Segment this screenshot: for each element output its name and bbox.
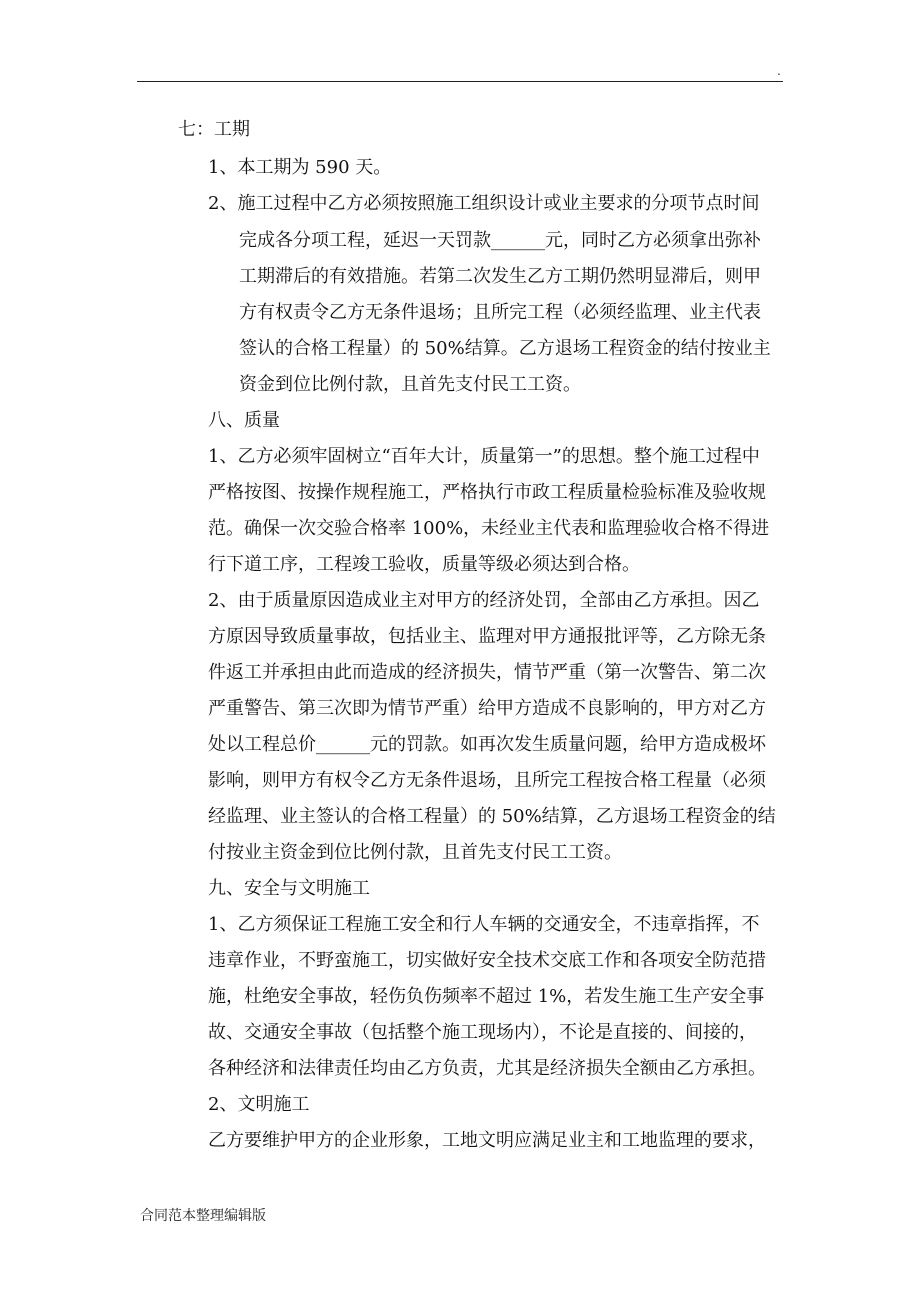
- header-rule: [137, 81, 783, 82]
- text-line: 各种经济和法律责任均由乙方负责，尤其是经济损失全额由乙方承担。: [208, 1058, 766, 1079]
- text-line: 完成各分项工程，延迟一天罚款______元，同时乙方必须拿出弥补: [239, 230, 761, 251]
- text-line: 1、本工期为 590 天。: [208, 157, 392, 178]
- text-line: 严重警告、第三次即为情节严重）给甲方造成不良影响的，甲方对乙方: [208, 698, 766, 719]
- header-mark: .: [777, 64, 781, 78]
- text-line: 签认的合格工程量）的 50%结算。乙方退场工程资金的结付按业主: [239, 338, 771, 359]
- text-line: 故、交通安全事故（包括整个施工现场内），不论是直接的、间接的，: [208, 1022, 757, 1043]
- text-line: 件返工并承担由此而造成的经济损失，情节严重（第一次警告、第二次: [208, 662, 766, 683]
- text-line: 影响，则甲方有权令乙方无条件退场，且所完工程按合格工程量（必须: [208, 770, 766, 791]
- text-line: 违章作业，不野蛮施工，切实做好安全技术交底工作和各项安全防范措: [208, 950, 766, 971]
- text-line: 2、施工过程中乙方必须按照施工组织设计或业主要求的分项节点时间: [208, 193, 760, 214]
- text-line: 处以工程总价______元的罚款。如再次发生质量问题，给甲方造成极坏: [208, 734, 766, 755]
- footer-note: 合同范本整理编辑版: [140, 1208, 266, 1224]
- text-line: 1、乙方必须牢固树立“百年大计，质量第一”的思想。整个施工过程中: [208, 446, 760, 467]
- section-heading-schedule: 七：工期: [178, 119, 250, 140]
- text-line: 方原因导致质量事故，包括业主、监理对甲方通报批评等，乙方除无条: [208, 626, 766, 647]
- text-line: 资金到位比例付款，且首先支付民工工资。: [239, 374, 581, 395]
- text-line: 乙方要维护甲方的企业形象，工地文明应满足业主和工地监理的要求，: [208, 1130, 766, 1151]
- text-line: 施，杜绝安全事故，轻伤负伤频率不超过 1%，若发生施工生产安全事: [208, 986, 765, 1007]
- text-line: 行下道工序，工程竣工验收，质量等级必须达到合格。: [208, 554, 640, 575]
- text-line: 1、乙方须保证工程施工安全和行人车辆的交通安全，不违章指挥，不: [208, 914, 760, 935]
- text-line: 方有权责令乙方无条件退场；且所完工程（必须经监理、业主代表: [239, 302, 761, 323]
- text-line: 2、由于质量原因造成业主对甲方的经济处罚，全部由乙方承担。因乙: [208, 590, 760, 611]
- section-heading-safety: 九、安全与文明施工: [208, 878, 370, 899]
- subsection-heading: 2、文明施工: [208, 1094, 310, 1115]
- text-line: 范。确保一次交验合格率 100%，未经业主代表和监理验收合格不得进: [208, 518, 770, 539]
- text-line: 工期滞后的有效措施。若第二次发生乙方工期仍然明显滞后，则甲: [239, 266, 761, 287]
- section-heading-quality: 八、质量: [208, 410, 280, 431]
- text-line: 经监理、业主签认的合格工程量）的 50%结算，乙方退场工程资金的结: [208, 806, 776, 827]
- text-line: 付按业主资金到位比例付款，且首先支付民工工资。: [208, 842, 622, 863]
- text-line: 严格按图、按操作规程施工，严格执行市政工程质量检验标准及验收规: [208, 482, 766, 503]
